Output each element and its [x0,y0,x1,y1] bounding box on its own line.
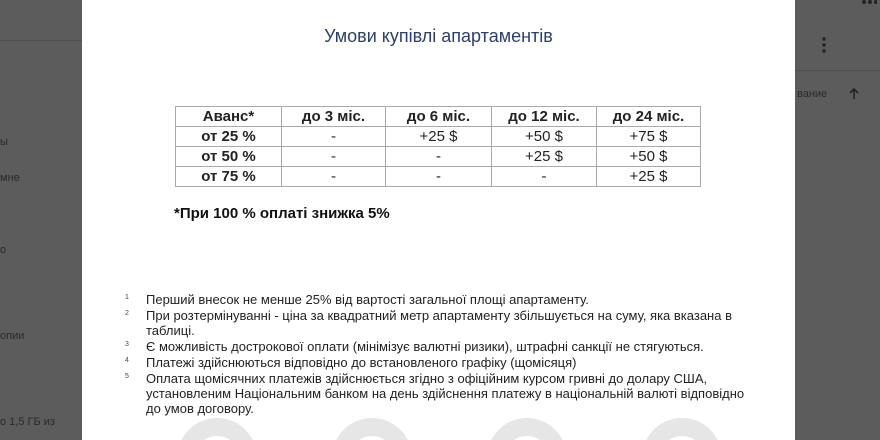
table-cell: +75 $ [597,127,701,147]
background-sidebar-text: ы [0,136,8,148]
table-cell: +25 $ [597,167,701,187]
footnote [122,308,762,338]
footnote [122,292,762,307]
table-header-cell: до 24 міс. [597,107,701,127]
footnote-number: 3 [125,341,129,348]
background-sidebar [0,0,82,440]
sort-column-label: вание [797,88,828,100]
background-sidebar-text: опии [0,330,25,342]
table-cell: - [282,127,386,147]
footnote-text: Оплата щомісячних платежів здійснюється згідно з офіційним курсом гривні до долару США, установленим Національним банком на день здійснення платежу в національній валюті відповідно до умов договору. [146,371,745,416]
more-vert-icon[interactable] [819,36,829,54]
footnote-number: 1 [125,294,129,301]
table-row-header: от 25 % [176,127,282,147]
table-row-header: от 50 % [176,147,282,167]
decorative-shape [487,418,567,440]
table-cell: +25 $ [492,147,597,167]
table-header-cell: до 12 міс. [492,107,597,127]
footnote [122,371,762,416]
table-cell: - [282,167,386,187]
background-divider [0,40,82,41]
footnote-text: Перший внесок не менше 25% від вартості загальної площі апартаменту. [146,292,589,307]
table-cell: +50 $ [597,147,701,167]
footnote-text: Платежі здійснюються відповідно до встановленого графіку (щомісяця) [146,355,577,370]
decorative-shape [642,418,722,440]
arrow-up-icon[interactable] [847,87,861,101]
table-cell: - [386,147,492,167]
table-cell: - [386,167,492,187]
background-file-list [795,0,880,440]
document-title: Умови купівлі апартаментів [324,26,553,46]
document-page [82,0,795,440]
table-row [176,147,701,167]
table-row [176,127,701,147]
footnote-number: 5 [125,373,129,380]
table-cell: +25 $ [386,127,492,147]
table-header-cell: до 3 міс. [282,107,386,127]
background-sidebar-text: мне [0,172,20,184]
footnote-text: Є можливість дострокової оплати (мінімізує валютні ризики), штрафні санкції не стягуються. [146,339,704,354]
footnote-text: При розтермінуванні - ціна за квадратний метр апартаменту збільшується на суму, яка вказана в таблиці. [146,308,732,338]
footnote [122,355,762,370]
footnote [122,339,762,354]
footnotes-list [122,292,762,417]
table-row [176,167,701,187]
decorative-shape [332,418,412,440]
table-header-cell: до 6 міс. [386,107,492,127]
footnote-number: 4 [125,357,129,364]
discount-note: *При 100 % оплаті знижка 5% [174,205,390,222]
storage-usage-text: о 1,5 ГБ из [0,416,55,428]
table-cell: - [282,147,386,167]
table-cell: +50 $ [492,127,597,147]
background-sidebar-text: о [0,244,7,256]
apps-icon[interactable] [861,0,877,12]
background-divider [795,70,880,71]
footnote-number: 2 [125,310,129,317]
table-header-row [176,107,701,127]
payment-terms-table [175,106,701,187]
table-cell: - [492,167,597,187]
decorative-shape [177,418,257,440]
table-header-cell: Аванс* [176,107,282,127]
table-row-header: от 75 % [176,167,282,187]
